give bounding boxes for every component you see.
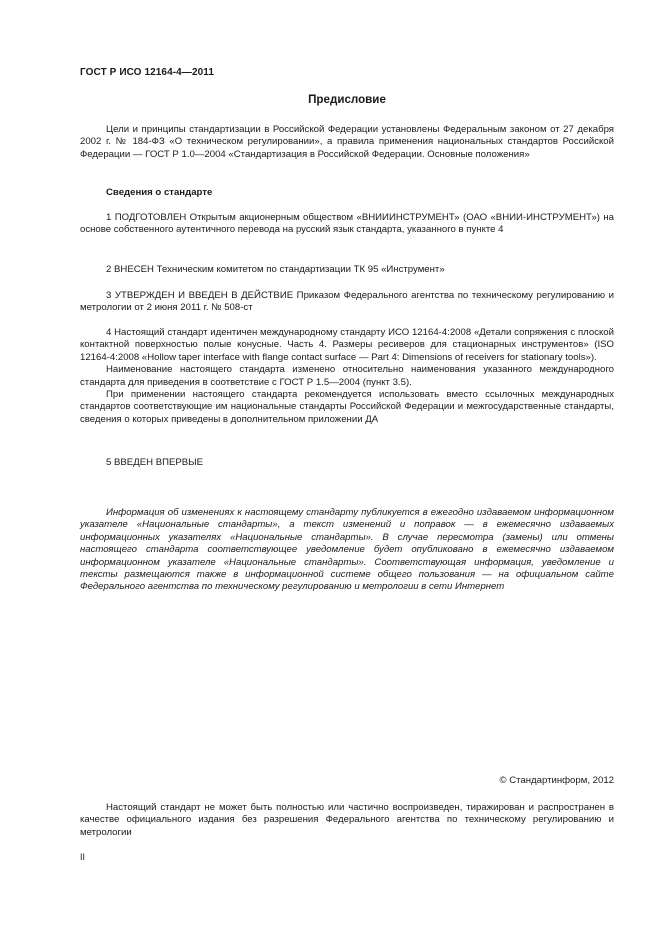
page-number: II (80, 852, 86, 862)
subheading-section (80, 187, 614, 199)
item-3-section (80, 290, 614, 315)
intro-section (80, 124, 614, 161)
item-1-section (80, 212, 614, 237)
notice-paragraph: Информация об изменениях к настоящему стандарту публикуется в ежегодно издаваемом информационном указателе «Национальные стандарты», а текст изменений и поправок — в ежемесячно издаваемых информационных указателях «Национальные стандарты». В случае пересмотра (замены) или отмены настоящего стандарта соответствующее уведомление будет опубликовано в ежемесячно издаваемом информационном указателе «Национальные стандарты». Соответствующая информация, уведомление и тексты размещаются также в информационной системе общего пользования — на официальном сайте Федерального агентства по техническому регулированию и метрологии в сети Интернет (80, 507, 614, 593)
section-subheading: Сведения о стандарте (106, 187, 213, 198)
item-3-paragraph: 3 УТВЕРЖДЕН И ВВЕДЕН В ДЕЙСТВИЕ Приказом Федерального агентства по техническому регулированию и метрологии от 2 июня 2011 г. № 508-ст (80, 290, 614, 314)
rights-paragraph: Настоящий стандарт не может быть полностью или частично воспроизведен, тиражирован и распространен в качестве официального издания без разрешения Федерального агентства по техническому регулированию и метрологии (80, 802, 614, 838)
item-2-section (80, 264, 614, 276)
copyright-line: © Стандартинформ, 2012 (499, 775, 614, 786)
item-4-paragraph: 4 Настоящий стандарт идентичен международному стандарту ИСО 12164-4:2008 «Детали сопряжения с плоской контактной поверхностью полые конусные. Часть 4. Размеры ресиверов для стационарных инструментов» (ISO 12164-4:2008 «Hollow taper interface with flange contact surface — Part 4: Dimensions of receivers for stationary tools»). (80, 327, 614, 363)
document-header: ГОСТ Р ИСО 12164-4—2011 (80, 67, 215, 78)
item-4-reference-note: При применении настоящего стандарта рекомендуется использовать вместо ссылочных международных стандартов соответствующие им национальные стандарты Российской Федерации и межгосударственные стандарты, сведения о которых приведены в дополнительном приложении ДА (80, 389, 614, 425)
item-5-paragraph: 5 ВВЕДЕН ВПЕРВЫЕ (106, 457, 204, 468)
item-2-paragraph: 2 ВНЕСЕН Техническим комитетом по стандартизации ТК 95 «Инструмент» (106, 264, 445, 275)
item-4-name-note: Наименование настоящего стандарта изменено относительно наименования указанного международного стандарта для приведения в соответствие с ГОСТ Р 1.5—2004 (пункт 3.5). (80, 364, 614, 388)
item-1-paragraph: 1 ПОДГОТОВЛЕН Открытым акционерным обществом «ВНИИИНСТРУМЕНТ» (ОАО «ВНИИ-ИНСТРУМЕНТ») на основе собственного аутентичного перевода на русский язык стандарта, указанного в пункте 4 (80, 212, 614, 236)
rights-section (80, 802, 614, 839)
notice-section (80, 507, 614, 594)
page-title: Предисловие (308, 93, 386, 106)
item-5-section (80, 457, 614, 469)
item-4-section (80, 327, 614, 426)
intro-paragraph: Цели и принципы стандартизации в Российской Федерации установлены Федеральным законом от 27 декабря 2002 г. № 184-ФЗ «О техническом регулировании», а правила применения национальных стандартов Российской Федерации — ГОСТ Р 1.0—2004 «Стандартизация в Российской Федерации. Основные положения» (80, 124, 614, 160)
